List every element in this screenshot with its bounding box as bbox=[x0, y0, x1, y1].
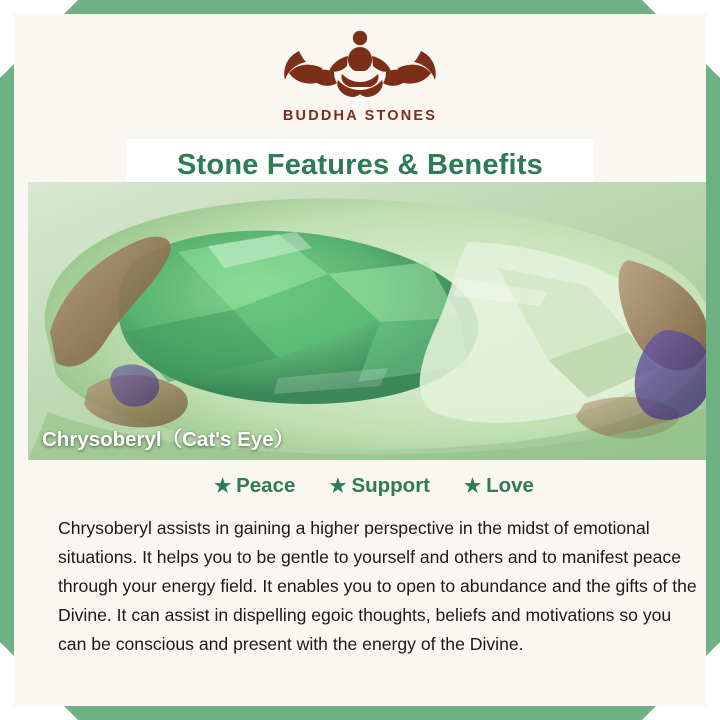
stone-photo bbox=[28, 182, 706, 460]
benefits-row bbox=[28, 474, 706, 498]
star-icon: ★ bbox=[329, 475, 347, 497]
card-inner-panel bbox=[14, 14, 706, 706]
lotus-meditation-icon bbox=[14, 22, 706, 106]
star-icon: ★ bbox=[214, 475, 232, 497]
benefit-label-love: Love bbox=[486, 474, 534, 497]
benefit-label-support: Support bbox=[351, 474, 431, 497]
stone-name-caption: Chrysoberyl（Cat's Eye） bbox=[42, 428, 295, 451]
description-text: Chrysoberyl assists in gaining a higher perspective in the midst of emotional situations. It helps you to be gentle to yourself and others and to manifest peace through your energy field. It enables you to open to abundance and the gifts of the Divine. It can assist in dispelling egoic thoughts, beliefs and motivations so you can be conscious and present with the energy of the Divine. bbox=[58, 518, 697, 654]
stone-photo-graphic bbox=[28, 182, 706, 460]
benefit-item-love bbox=[464, 474, 534, 498]
benefit-item-support bbox=[329, 474, 430, 498]
star-icon: ★ bbox=[464, 475, 482, 497]
benefit-label-peace: Peace bbox=[236, 474, 296, 497]
page-title: Stone Features & Benefits bbox=[177, 148, 543, 181]
brand-header bbox=[14, 22, 706, 124]
brand-name: BUDDHA STONES bbox=[282, 108, 438, 124]
benefit-item-peace bbox=[214, 474, 295, 498]
